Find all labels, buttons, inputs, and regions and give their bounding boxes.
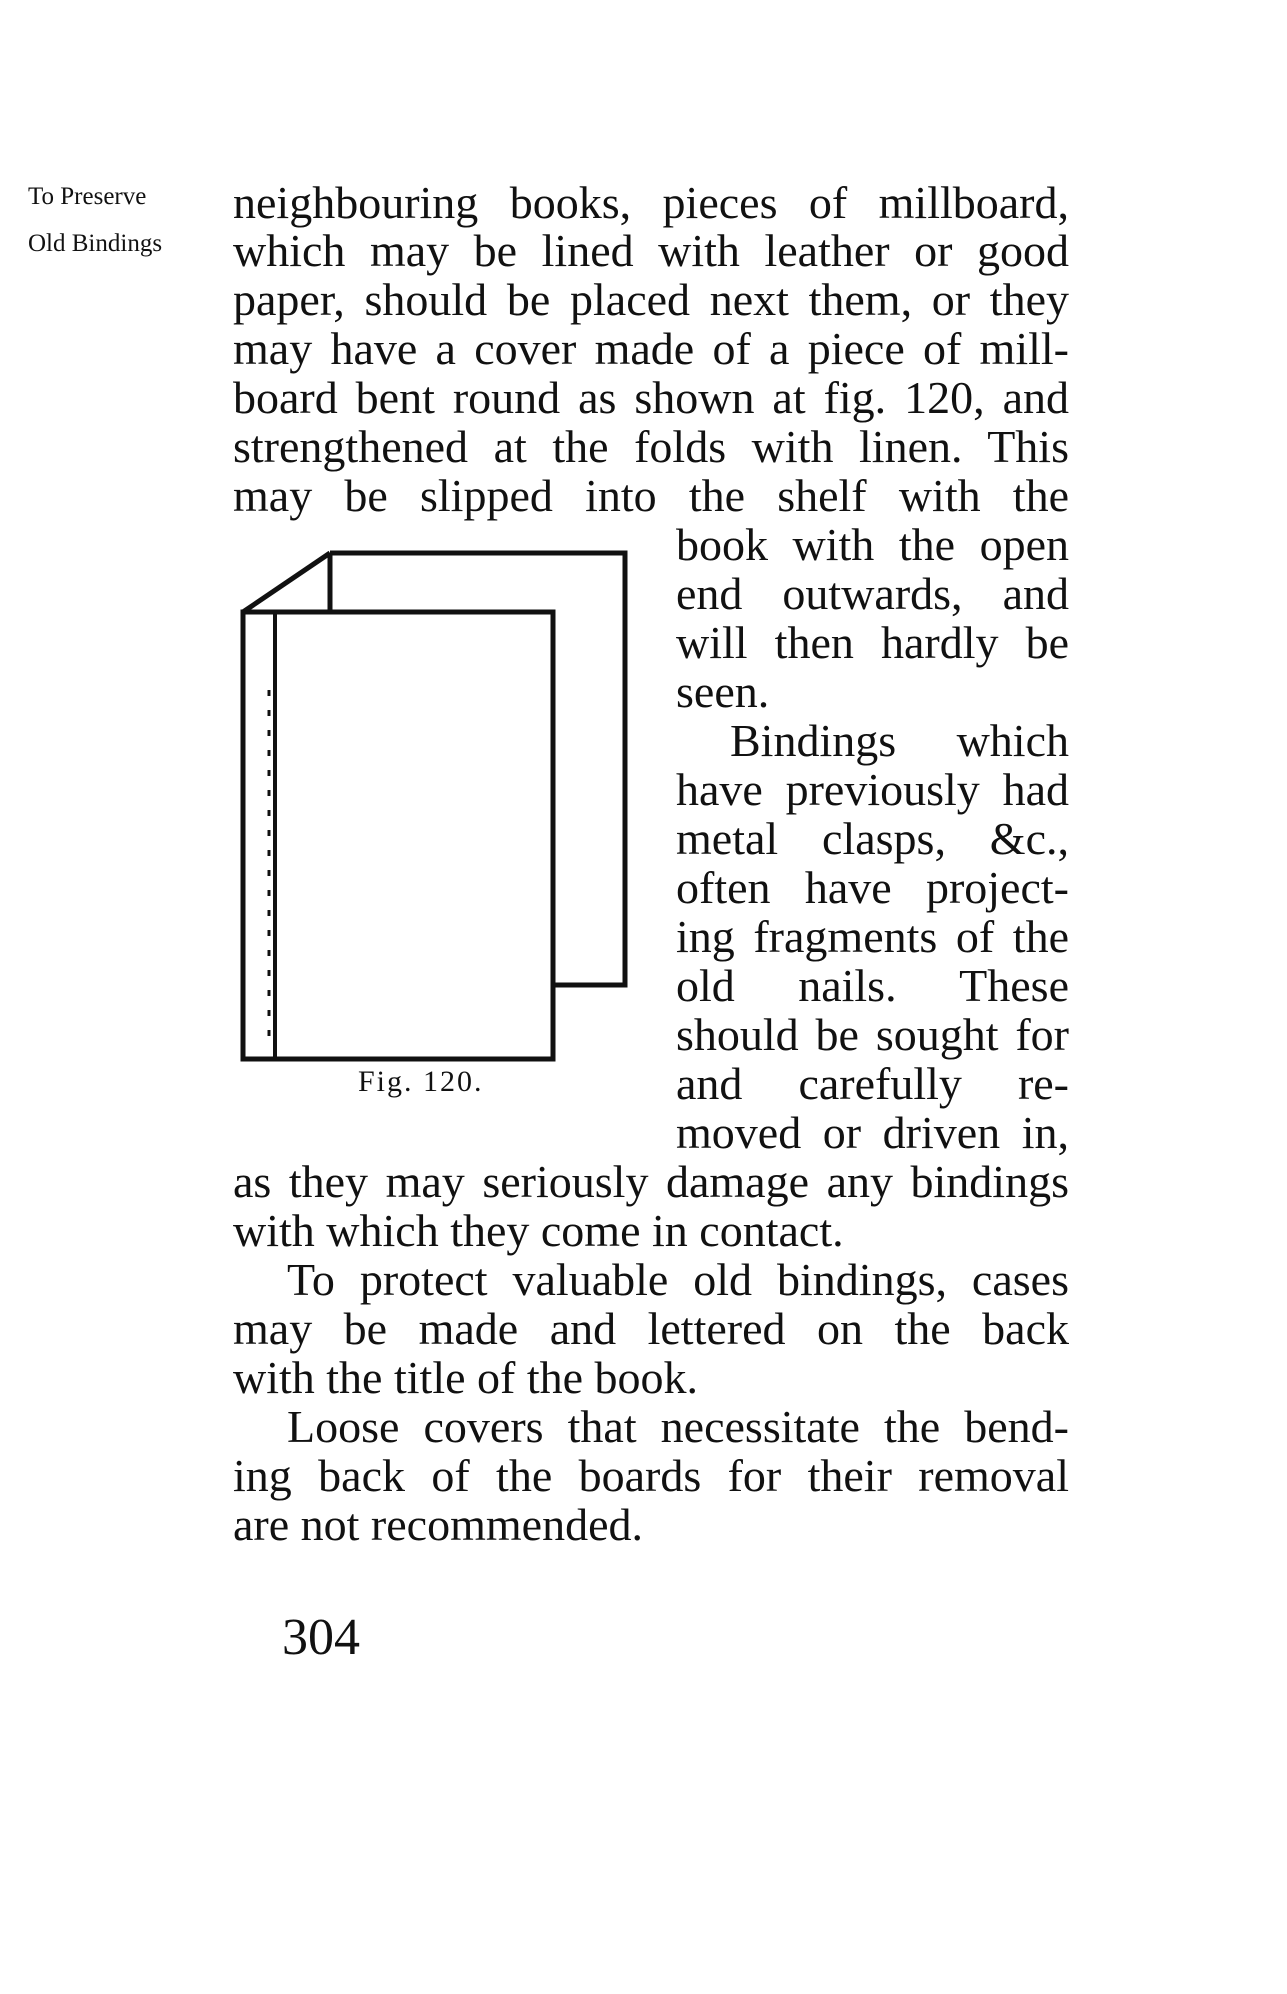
text-line: Loose covers that necessitate the bend-: [287, 1401, 1069, 1452]
text-line: board bent round as shown at fig. 120, and: [233, 372, 1069, 423]
text-line: will then hardly be: [676, 617, 1069, 668]
page-number: 304: [282, 1609, 360, 1666]
text-line: ing back of the boards for their removal: [233, 1450, 1069, 1501]
text-line: are not recommended.: [233, 1499, 643, 1550]
text-line: with which they come in contact.: [233, 1205, 844, 1256]
text-line: moved or driven in,: [676, 1107, 1069, 1158]
text-line: may have a cover made of a piece of mill-: [233, 323, 1069, 374]
text-line: which may be lined with leather or good: [233, 225, 1069, 276]
text-line: may be slipped into the shelf with the: [233, 470, 1069, 521]
text-line: strengthened at the folds with linen. This: [233, 421, 1069, 472]
text-line: Bindings which: [730, 715, 1069, 766]
text-line: neighbouring books, pieces of millboard,: [233, 177, 1069, 228]
front-board: [243, 612, 553, 1059]
figure-caption: Fig. 120.: [358, 1065, 484, 1098]
text-line: and carefully re-: [676, 1058, 1069, 1109]
text-line: end outwards, and: [676, 568, 1069, 619]
sidenote-line-2: Old Bindings: [28, 230, 163, 257]
text-line: metal clasps, &c.,: [676, 813, 1069, 864]
text-line: may be made and lettered on the back: [233, 1303, 1069, 1354]
back-board: [330, 553, 625, 985]
text-line: often have project-: [676, 862, 1069, 913]
text-line: as they may seriously damage any bindings: [233, 1156, 1069, 1207]
text-line: ing fragments of the: [676, 911, 1069, 962]
text-line: old nails. These: [676, 960, 1069, 1011]
text-line: with the title of the book.: [233, 1352, 699, 1403]
text-line: have previously had: [676, 764, 1069, 815]
sidenote-line-1: To Preserve: [28, 183, 147, 210]
text-line: seen.: [676, 666, 770, 717]
text-line: book with the open: [676, 519, 1069, 570]
text-line: paper, should be placed next them, or they: [233, 274, 1069, 325]
spine-fold: [243, 553, 330, 612]
text-line: should be sought for: [676, 1009, 1069, 1060]
text-line: To protect valuable old bindings, cases: [287, 1254, 1069, 1305]
